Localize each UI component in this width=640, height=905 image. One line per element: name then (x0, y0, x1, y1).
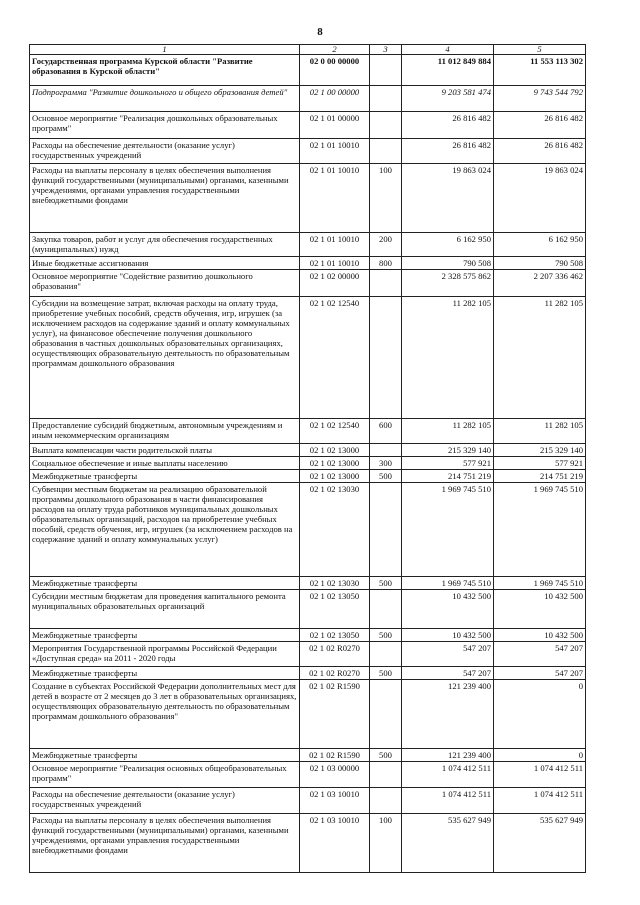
row-code: 02 0 00 00000 (300, 55, 370, 86)
row-expense-type (370, 112, 402, 139)
row-expense-type (370, 680, 402, 749)
row-amount-2: 10 432 500 (494, 590, 586, 629)
row-amount-1: 10 432 500 (402, 629, 494, 642)
row-amount-2: 6 162 950 (494, 233, 586, 257)
row-amount-2: 1 074 412 511 (494, 762, 586, 788)
row-amount-1: 11 282 105 (402, 419, 494, 444)
row-amount-2: 0 (494, 749, 586, 762)
row-amount-2: 790 508 (494, 257, 586, 270)
row-name: Иные бюджетные ассигнования (30, 257, 300, 270)
row-name: Основное мероприятие "Реализация основных общеобразовательных программ" (30, 762, 300, 788)
table-row (30, 86, 586, 112)
row-expense-type: 500 (370, 577, 402, 590)
row-name: Создание в субъектах Российской Федерации дополнительных мест для детей в возрасте от 2 месяцев до 3 лет в образовательных организациях, осуществляющих образовательную деятельность по образовательным программам дошкольного образования" (30, 680, 300, 749)
row-amount-2: 1 969 745 510 (494, 577, 586, 590)
row-expense-type (370, 270, 402, 297)
row-amount-1: 26 816 482 (402, 139, 494, 164)
table-row (30, 629, 586, 642)
row-expense-type (370, 483, 402, 577)
row-expense-type: 100 (370, 814, 402, 873)
page-number: 8 (317, 26, 323, 38)
row-expense-type: 500 (370, 667, 402, 680)
row-expense-type (370, 444, 402, 457)
row-amount-1: 547 207 (402, 667, 494, 680)
row-expense-type: 800 (370, 257, 402, 270)
table-row (30, 419, 586, 444)
table-row (30, 457, 586, 470)
row-amount-2: 11 282 105 (494, 297, 586, 419)
row-code: 02 1 02 13000 (300, 444, 370, 457)
row-amount-1: 535 627 949 (402, 814, 494, 873)
row-amount-1: 790 508 (402, 257, 494, 270)
row-name: Мероприятия Государственной программы Российской Федерации «Доступная среда» на 2011 - 2020 годы (30, 642, 300, 667)
row-name: Расходы на обеспечение деятельности (оказание услуг) государственных учреждений (30, 788, 300, 814)
row-amount-2: 535 627 949 (494, 814, 586, 873)
row-amount-2: 9 743 544 792 (494, 86, 586, 112)
row-name: Предоставление субсидий бюджетным, автономным учреждениям и иным некоммерческим организациям (30, 419, 300, 444)
row-amount-2: 26 816 482 (494, 139, 586, 164)
row-expense-type (370, 86, 402, 112)
row-code: 02 1 02 12540 (300, 419, 370, 444)
row-amount-2: 2 207 336 462 (494, 270, 586, 297)
row-code: 02 1 02 13030 (300, 483, 370, 577)
row-name: Межбюджетные трансферты (30, 667, 300, 680)
row-name: Расходы на выплаты персоналу в целях обеспечения выполнения функций государственными (муниципальными) органами, казенными учреждениями, органами управления государственными внебюджетными фондами (30, 164, 300, 233)
row-code: 02 1 02 00000 (300, 270, 370, 297)
row-code: 02 1 01 00000 (300, 112, 370, 139)
row-amount-2: 547 207 (494, 667, 586, 680)
row-amount-1: 6 162 950 (402, 233, 494, 257)
row-amount-1: 11 012 849 884 (402, 55, 494, 86)
row-code: 02 1 02 R0270 (300, 667, 370, 680)
row-code: 02 1 02 12540 (300, 297, 370, 419)
header-col-4: 4 (402, 45, 494, 55)
row-code: 02 1 02 13030 (300, 577, 370, 590)
row-amount-1: 26 816 482 (402, 112, 494, 139)
row-name: Основное мероприятие "Реализация дошкольных образовательных программ" (30, 112, 300, 139)
table-row (30, 139, 586, 164)
row-amount-1: 1 969 745 510 (402, 577, 494, 590)
row-name: Межбюджетные трансферты (30, 577, 300, 590)
row-amount-1: 9 203 581 474 (402, 86, 494, 112)
row-code: 02 1 02 13050 (300, 629, 370, 642)
row-amount-1: 215 329 140 (402, 444, 494, 457)
table-row (30, 749, 586, 762)
table-row (30, 762, 586, 788)
row-code: 02 1 03 10010 (300, 814, 370, 873)
row-name: Субвенции местным бюджетам на реализацию образовательной программы дошкольного образования в части финансирования расходов на оплату труда работников муниципальных дошкольных образовательных организаций, расходов на приобретение учебных пособий, средств обучения, игр, игрушек (за исключением расходов на содержание зданий и оплату коммунальных услуг) (30, 483, 300, 577)
row-amount-2: 26 816 482 (494, 112, 586, 139)
row-name: Государственная программа Курской области "Развитие образования в Курской области" (30, 55, 300, 86)
row-amount-2: 215 329 140 (494, 444, 586, 457)
row-expense-type: 200 (370, 233, 402, 257)
row-amount-2: 547 207 (494, 642, 586, 667)
row-name: Выплата компенсации части родительской платы (30, 444, 300, 457)
table-row (30, 667, 586, 680)
table-row (30, 642, 586, 667)
row-expense-type (370, 297, 402, 419)
table-row (30, 814, 586, 873)
row-code: 02 1 02 13000 (300, 457, 370, 470)
row-code: 02 1 01 10010 (300, 257, 370, 270)
row-name: Субсидии на возмещение затрат, включая расходы на оплату труда, приобретение учебных пособий, средств обучения, игр, игрушек (за исключением расходов на содержание зданий и оплату коммунальных услуг), на финансовое обеспечение получения дошкольного образования в частных дошкольных образовательных организациях, осуществляющих образовательную деятельность по образовательным программам дошкольного образования (30, 297, 300, 419)
table-row (30, 297, 586, 419)
table-row (30, 483, 586, 577)
table-row (30, 270, 586, 297)
row-code: 02 1 02 R1590 (300, 680, 370, 749)
row-expense-type: 500 (370, 470, 402, 483)
row-name: Субсидии местным бюджетам для проведения капитального ремонта муниципальных образовательных организаций (30, 590, 300, 629)
table-row (30, 590, 586, 629)
row-expense-type (370, 762, 402, 788)
row-code: 02 1 02 R0270 (300, 642, 370, 667)
row-name: Расходы на выплаты персоналу в целях обеспечения выполнения функций государственными (муниципальными) органами, казенными учреждениями, органами управления государственными внебюджетными фондами (30, 814, 300, 873)
row-amount-1: 547 207 (402, 642, 494, 667)
row-amount-1: 1 074 412 511 (402, 788, 494, 814)
row-code: 02 1 01 10010 (300, 139, 370, 164)
row-name: Межбюджетные трансферты (30, 629, 300, 642)
table-row (30, 444, 586, 457)
row-amount-1: 214 751 219 (402, 470, 494, 483)
row-name: Межбюджетные трансферты (30, 749, 300, 762)
row-amount-1: 1 969 745 510 (402, 483, 494, 577)
row-amount-2: 11 553 113 302 (494, 55, 586, 86)
row-amount-1: 121 239 400 (402, 749, 494, 762)
row-amount-2: 0 (494, 680, 586, 749)
row-amount-2: 10 432 500 (494, 629, 586, 642)
row-amount-2: 11 282 105 (494, 419, 586, 444)
table-row (30, 257, 586, 270)
row-code: 02 1 00 00000 (300, 86, 370, 112)
row-expense-type (370, 788, 402, 814)
table-row (30, 55, 586, 86)
header-col-2: 2 (300, 45, 370, 55)
row-amount-2: 577 921 (494, 457, 586, 470)
row-amount-2: 19 863 024 (494, 164, 586, 233)
row-code: 02 1 03 00000 (300, 762, 370, 788)
header-col-3: 3 (370, 45, 402, 55)
table-body (30, 55, 586, 873)
row-code: 02 1 01 10010 (300, 233, 370, 257)
table-row (30, 233, 586, 257)
row-code: 02 1 03 10010 (300, 788, 370, 814)
row-expense-type: 100 (370, 164, 402, 233)
row-amount-1: 577 921 (402, 457, 494, 470)
row-expense-type (370, 55, 402, 86)
table-row (30, 680, 586, 749)
row-expense-type (370, 642, 402, 667)
row-code: 02 1 01 10010 (300, 164, 370, 233)
row-amount-2: 1 969 745 510 (494, 483, 586, 577)
row-amount-1: 121 239 400 (402, 680, 494, 749)
row-name: Социальное обеспечение и иные выплаты населению (30, 457, 300, 470)
row-amount-2: 214 751 219 (494, 470, 586, 483)
row-amount-1: 11 282 105 (402, 297, 494, 419)
row-amount-1: 2 328 575 862 (402, 270, 494, 297)
row-amount-2: 1 074 412 511 (494, 788, 586, 814)
table-row (30, 788, 586, 814)
header-col-5: 5 (494, 45, 586, 55)
row-name: Межбюджетные трансферты (30, 470, 300, 483)
table-row (30, 164, 586, 233)
row-expense-type: 300 (370, 457, 402, 470)
table-row (30, 470, 586, 483)
row-code: 02 1 02 R1590 (300, 749, 370, 762)
row-code: 02 1 02 13000 (300, 470, 370, 483)
row-amount-1: 19 863 024 (402, 164, 494, 233)
table-row (30, 577, 586, 590)
header-col-1: 1 (30, 45, 300, 55)
table-row (30, 112, 586, 139)
budget-table (29, 44, 586, 873)
row-expense-type: 500 (370, 629, 402, 642)
row-expense-type: 500 (370, 749, 402, 762)
row-name: Подпрограмма "Развитие дошкольного и общего образования детей" (30, 86, 300, 112)
row-name: Расходы на обеспечение деятельности (оказание услуг) государственных учреждений (30, 139, 300, 164)
row-name: Закупка товаров, работ и услуг для обеспечения государственных (муниципальных) нужд (30, 233, 300, 257)
row-expense-type: 600 (370, 419, 402, 444)
row-amount-1: 10 432 500 (402, 590, 494, 629)
table-header-row (30, 45, 586, 55)
row-name: Основное мероприятие "Содействие развитию дошкольного образования" (30, 270, 300, 297)
row-amount-1: 1 074 412 511 (402, 762, 494, 788)
row-expense-type (370, 590, 402, 629)
row-code: 02 1 02 13050 (300, 590, 370, 629)
row-expense-type (370, 139, 402, 164)
